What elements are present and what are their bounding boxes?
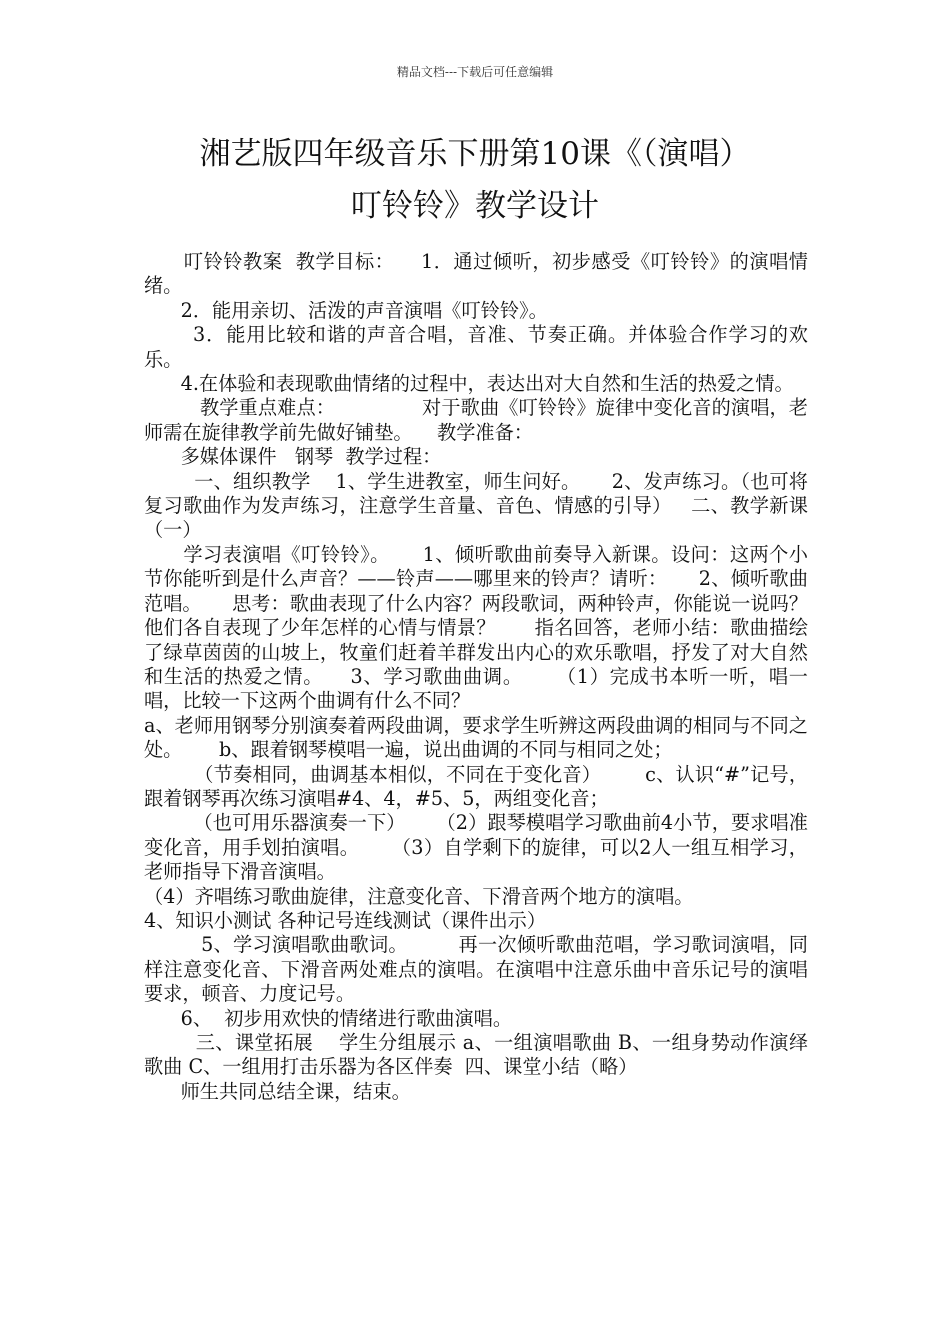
paragraph-sing: 6、 初步用欢快的情绪进行歌曲演唱。 [144, 1006, 513, 1030]
paragraph-extension: 三、课堂拓展 学生分组展示 a、一组演唱歌曲 B、一组身势动作演绎歌曲 C、一组用打击乐器为各区伴奏 四、课堂小结（略） [144, 1031, 809, 1079]
title-line-2: 叮铃铃》教学设计 [351, 188, 599, 224]
paragraph-learn-song: 学习表演唱《叮铃铃》。 1、倾听歌曲前奏导入新课。设问：这两个小节你能听到是什么声音？——铃声——哪里来的铃声？请听： 2、倾听歌曲范唱。 思考：歌曲表现了什么内容？两段歌词，两种铃声，你能说一说吗？他们各自表现了少年怎样的心情与情景？ 指名回答，老师小结：歌曲描绘了绿草茵茵的山坡上，牧童们赶着羊群发出内心的欢乐歌唱，抒发了对大自然和生活的热爱之情。 3、学习歌曲曲调。 （1）完成书本听一听，唱一唱，比较一下这两个曲调有什么不同？ [144, 542, 808, 713]
title-line-1: 湘艺版四年级音乐下册第10课《（演唱） [199, 136, 751, 172]
document-title [140, 128, 810, 232]
paragraph-objective-2: 2．能用亲切、活泼的声音演唱《叮铃铃》。 [144, 298, 548, 322]
paragraph-step-4: （4）齐唱练习歌曲旋律，注意变化音、下滑音两个地方的演唱。 [144, 884, 694, 908]
paragraph-organize-teaching: 一、组织教学 1、学生进教室，师生问好。 2、发声练习。（也可将复习歌曲作为发声练习，注意学生音量、音色、情感的引导） 二、教学新课 （一） [144, 469, 821, 542]
paragraph-summary: 师生共同总结全课，结束。 [144, 1079, 411, 1103]
document-body [144, 250, 821, 1104]
paragraph-step-a: a、老师用钢琴分别演奏着两段曲调，要求学生听辨这两段曲调的相同与不同之处。 b、跟着钢琴模唱一遍，说出曲调的不同与相同之处； [144, 713, 808, 762]
page-header-note: 精品文档---下载后可任意编辑 [396, 65, 554, 79]
paragraph-step-instruments: （也可用乐器演奏一下） （2）跟琴模唱学习歌曲前4小节，要求唱准变化音，用手划拍演唱。 （3）自学剩下的旋律，可以2人一组互相学习，老师指导下滑音演唱。 [144, 811, 808, 884]
paragraph-preparation: 多媒体课件 钢琴 教学过程： [144, 445, 442, 469]
paragraph-objective-3: 3．能用比较和谐的声音合唱，音准、节奏正确。并体验合作学习的欢乐。 [144, 323, 808, 371]
paragraph-quiz: 4、知识小测试 各种记号连线测试（课件出示） [144, 908, 547, 932]
paragraph-lyrics: 5、学习演唱歌曲歌词。 再一次倾听歌曲范唱，学习歌词演唱，同样注意变化音、下滑音两处难点的演唱。在演唱中注意乐曲中音乐记号的演唱要求，顿音、力度记号。 [144, 933, 808, 1006]
paragraph-objective-4: 4.在体验和表现歌曲情绪的过程中，表达出对大自然和生活的热爱之情。 [144, 372, 794, 396]
paragraph-key-points: 教学重点难点： 对于歌曲《叮铃铃》旋律中变化音的演唱，老师需在旋律教学前先做好铺垫。 教学准备： [144, 396, 808, 444]
paragraph-objective-1: 叮铃铃教案 教学目标： 1．通过倾听，初步感受《叮铃铃》的演唱情绪。 [144, 250, 808, 298]
paragraph-step-c: （节奏相同，曲调基本相似，不同在于变化音） c、认识“#”记号，跟着钢琴再次练习演唱#4、4，#5、5，两组变化音； [144, 762, 809, 810]
